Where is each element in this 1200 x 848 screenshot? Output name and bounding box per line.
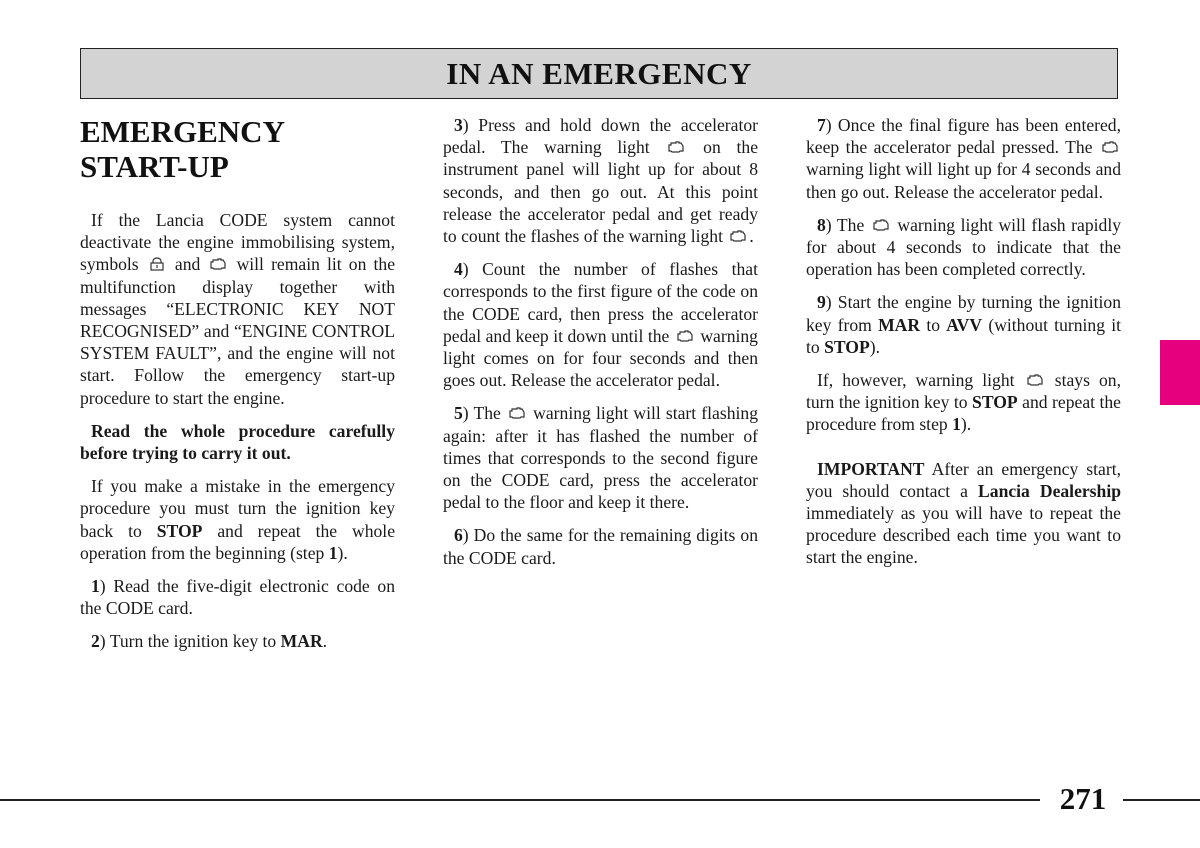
section-title: IN AN EMERGENCY — [446, 55, 752, 91]
stop-keyword: STOP — [972, 392, 1018, 413]
step-number: 4 — [454, 259, 463, 280]
step-to: to — [926, 314, 941, 335]
step-text-a: ) The — [462, 403, 501, 424]
step-end: ). — [869, 336, 880, 357]
engine-warning-icon — [667, 140, 685, 154]
step-number: 5 — [454, 403, 463, 424]
step-text-a: ) Count the number of flashes that corresponds to the first figure of the code on the CODE card, then press the accelerator pedal and keep it down until the — [443, 259, 758, 346]
step-end: . — [322, 631, 328, 652]
step-number: 6 — [454, 525, 463, 546]
engine-warning-icon — [676, 329, 694, 343]
chapter-tab — [1160, 340, 1200, 405]
step-8 — [806, 214, 1121, 281]
mistake-text-a: If you make a mistake in the emergency procedure you must turn the ignition key back to — [80, 476, 395, 541]
important-paragraph — [806, 458, 1121, 569]
warning-paragraph — [80, 420, 395, 464]
intro-and: and — [174, 254, 201, 275]
step-2 — [80, 630, 395, 652]
column-1 — [80, 114, 395, 664]
mistake-text-c: ). — [337, 542, 348, 563]
step-7 — [806, 114, 1121, 203]
step-text-a: ) Once the final figure has been entered, keep the accelerator pedal pressed. The — [806, 115, 1121, 158]
step-number: 1 — [91, 576, 100, 597]
step-number: 8 — [817, 214, 826, 235]
warning-bold-text: Read the whole procedure carefully before trying to carry it out. — [80, 420, 395, 464]
step-end: . — [749, 226, 754, 247]
step-number: 2 — [91, 631, 100, 652]
if-text-c: and repeat the procedure from step — [806, 392, 1121, 435]
stop-keyword: STOP — [156, 520, 203, 541]
step-text-b: warning light will start flashing again: after it has flashed the number of times that corresponds to the second figure on the CODE card, press the accelerator pedal to the floor and keep it there. — [443, 403, 758, 513]
step-text-a: ) The — [825, 214, 865, 235]
step-5 — [443, 402, 758, 513]
mistake-text-b: and repeat the whole operation from the beginning (step — [80, 520, 395, 563]
if-stays-on-paragraph — [806, 369, 1121, 436]
engine-warning-icon — [508, 406, 526, 420]
step-9 — [806, 291, 1121, 358]
dealership-keyword: Lancia Dealership — [978, 480, 1121, 501]
footer-rule-left — [0, 799, 1040, 801]
section-banner — [80, 48, 1118, 99]
step-text: ) Do the same for the remaining digits on the CODE card. — [443, 525, 758, 568]
step-text-b: on the instrument panel will light up for about 8 seconds, and then go out. At this point release the accelerator pedal and get ready to count the flashes of the warning light — [443, 137, 758, 247]
step-text: ) Turn the ignition key to — [99, 631, 277, 652]
intro-paragraph — [80, 209, 395, 409]
engine-warning-icon — [1026, 373, 1044, 387]
avv-keyword: AVV — [946, 314, 983, 335]
step-text-a: ) Press and hold down the accelerator pedal. The warning light — [443, 115, 758, 158]
step-4 — [443, 258, 758, 391]
mistake-paragraph — [80, 475, 395, 564]
if-text-b: stays on, turn the ignition key to — [806, 370, 1121, 413]
intro-text-a: If the Lancia CODE system cannot deactivate the engine immobilising system, symbols — [80, 210, 395, 275]
engine-warning-icon — [729, 229, 747, 243]
page-number: 271 — [1059, 781, 1107, 816]
intro-text-b: will remain lit on the multifunction display together with messages “ELECTRONIC KEY NOT RECOGNISED” and “ENGINE CONTROL SYSTEM FAULT”, and the engine will not start. Follow the emergency start-up procedure to start the engine. — [80, 254, 396, 408]
page-heading — [80, 114, 395, 184]
step-1 — [80, 575, 395, 619]
step-text-b: (without turning it to — [806, 314, 1122, 357]
step-3 — [443, 114, 758, 247]
heading-text: EMERGENCY START-UP — [80, 114, 284, 184]
engine-warning-icon — [872, 218, 890, 232]
if-end: ). — [960, 414, 972, 435]
step-text-b: warning light will flash rapidly for about 4 seconds to indicate that the operation has been completed correctly. — [806, 214, 1121, 280]
if-text-a: If, however, warning light — [817, 370, 1015, 391]
step-number: 9 — [817, 292, 826, 313]
immobiliser-icon — [148, 257, 166, 271]
step-text: ) Read the five-digit electronic code on the CODE card. — [80, 576, 395, 619]
step-number: 3 — [454, 115, 463, 135]
important-text-a: After an emergency start, you should contact a — [806, 458, 1121, 501]
footer-rule-right — [1123, 799, 1200, 801]
step-text-b: warning light will light up for 4 seconds and then go out. Release the accelerator pedal. — [806, 159, 1121, 202]
step-text-b: warning light comes on for four seconds and then goes out. Release the accelerator pedal. — [443, 325, 758, 391]
step-ref: 1 — [328, 542, 338, 563]
step-text-a: ) Start the engine by turning the ignition key from — [806, 292, 1121, 335]
important-label: IMPORTANT — [817, 458, 925, 479]
step-ref: 1 — [952, 414, 961, 435]
mar-keyword: MAR — [280, 631, 323, 652]
mar-keyword: MAR — [878, 314, 921, 335]
step-number: 7 — [817, 115, 826, 135]
engine-warning-icon — [1101, 140, 1119, 154]
step-6 — [443, 524, 758, 568]
stop-keyword: STOP — [824, 336, 870, 357]
column-2 — [443, 114, 758, 580]
column-3 — [806, 114, 1121, 580]
engine-warning-icon — [209, 257, 227, 271]
important-text-b: immediately as you will have to repeat the procedure described each time you want to start the engine. — [806, 503, 1121, 568]
